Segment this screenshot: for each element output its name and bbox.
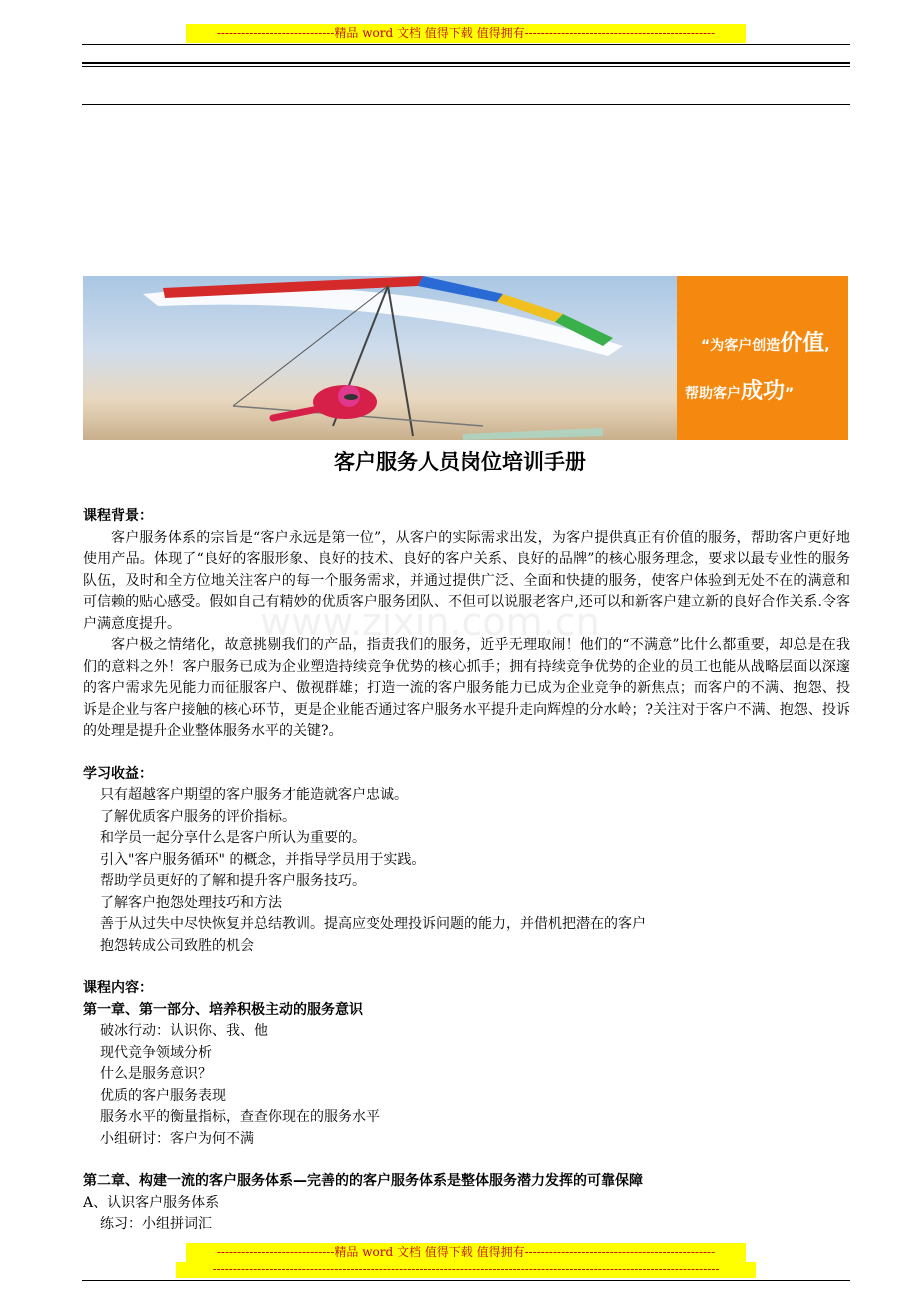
- slogan-line-1-emphasis: 价值: [780, 331, 825, 356]
- hero-slogan-panel: [677, 276, 848, 440]
- slogan-line-1-prefix: “为客户创造: [701, 338, 781, 354]
- chapter-2-heading: 第二章、构建一流的客户服务体系—完善的的客户服务体系是整体服务潜力发挥的可靠保障: [83, 1173, 643, 1189]
- footer-banner: -----------------------------精品 word 文档 值得下载 值得拥有-----------------------------------------------: [186, 1243, 746, 1262]
- footer-dashes: -----------------------------------------------------------------------------------------------------------------------------: [176, 1262, 756, 1278]
- hero-photo: [83, 276, 677, 440]
- slogan-line-1: [701, 326, 830, 357]
- chapter-2-subheading: A、认识客户服务体系: [83, 1194, 220, 1211]
- list-item: 什么是服务意识？: [100, 1066, 212, 1082]
- list-item: 破冰行动：认识你、我、他: [100, 1023, 268, 1039]
- background-heading: 课程背景：: [83, 508, 153, 524]
- chapter-1-heading: 第一章、第一部分、培养积极主动的服务意识: [83, 1001, 363, 1018]
- slogan-line-2-emphasis: 成功: [741, 379, 786, 404]
- background-paragraph-2: 客户极之情绪化，故意挑剔我们的产品，指责我们的服务，近乎无理取闹！他们的“不满意”比什么都重要，却总是在我们的意料之外！客户服务已成为企业塑造持续竞争优势的核心抓手；拥有持续竞争优势的企业的员工也能从战略层面以深邃的客户需求先见能力而征服客户、傲视群雄；打造一流的客户服务能力已成为企业竞争的新焦点；而客户的不满、抱怨、投诉是企业与客户接触的核心环节，更是企业能否通过客户服务水平提升走向辉煌的分水岭；?关注对于客户不满、抱怨、投诉的处理是提升企业整体服务水平的关键?。: [83, 637, 850, 739]
- list-item: 优质的客户服务表现: [100, 1087, 226, 1104]
- list-item: 练习：小组拼词汇: [100, 1216, 212, 1232]
- header-rule-1: [82, 44, 850, 45]
- benefits-heading: 学习收益：: [83, 765, 153, 782]
- list-item: 现代竞争领域分析: [100, 1044, 212, 1061]
- list-item: 引入"客户服务循环" 的概念，并指导学员用于实践。: [100, 851, 426, 868]
- list-item: 服务水平的衡量指标，查查你现在的服务水平: [100, 1109, 380, 1125]
- slogan-line-2-prefix: 帮助客户: [685, 386, 741, 402]
- list-item: 了解优质客户服务的评价指标。: [100, 808, 296, 825]
- slogan-line-2: [685, 374, 794, 405]
- content-heading: 课程内容：: [83, 980, 153, 996]
- list-item: 善于从过失中尽快恢复并总结教训。提高应变处理投诉问题的能力，并借机把潜在的客户: [100, 916, 646, 932]
- header-banner: -----------------------------精品 word 文档 值得下载 值得拥有-----------------------------------------------: [186, 24, 746, 43]
- header-rule-3: [82, 66, 850, 67]
- footer-rule: [82, 1280, 850, 1281]
- list-item: 小组研讨：客户为何不满: [100, 1130, 254, 1147]
- hang-glider-illustration: [83, 276, 677, 440]
- background-paragraph-1: 客户服务体系的宗旨是“客户永远是第一位”，从客户的实际需求出发，为客户提供真正有价值的服务，帮助客户更好地使用产品。体现了“良好的客服形象、良好的技术、良好的客户关系、良好的品牌”的核心服务理念，要求以最专业性的服务队伍，及时和全方位地关注客户的每一个服务需求，并通过提供广泛、全面和快捷的服务，使客户体验到无处不在的满意和可信赖的贴心感受。假如自己有精妙的优质客户服务团队、不但可以说服老客户,还可以和新客户建立新的良好合作关系.令客户满意度提升。: [83, 529, 850, 632]
- list-item: 了解客户抱怨处理技巧和方法: [100, 894, 282, 911]
- page-title: 客户服务人员岗位培训手册: [334, 450, 586, 474]
- watermark: www.zixin.com.cn: [260, 600, 600, 644]
- hero-banner: [83, 276, 848, 440]
- list-item: 只有超越客户期望的客户服务才能造就客户忠诚。: [100, 787, 408, 803]
- slogan-line-1-suffix: ,: [824, 338, 830, 354]
- list-item: 和学员一起分享什么是客户所认为重要的。: [100, 830, 366, 846]
- list-item: 帮助学员更好的了解和提升客户服务技巧。: [100, 873, 366, 889]
- header-rule-4: [82, 104, 850, 105]
- slogan-line-2-suffix: ”: [785, 386, 795, 402]
- list-item: 抱怨转成公司致胜的机会: [100, 937, 254, 954]
- document-body: [83, 506, 850, 1236]
- header-rule-2: [82, 62, 850, 64]
